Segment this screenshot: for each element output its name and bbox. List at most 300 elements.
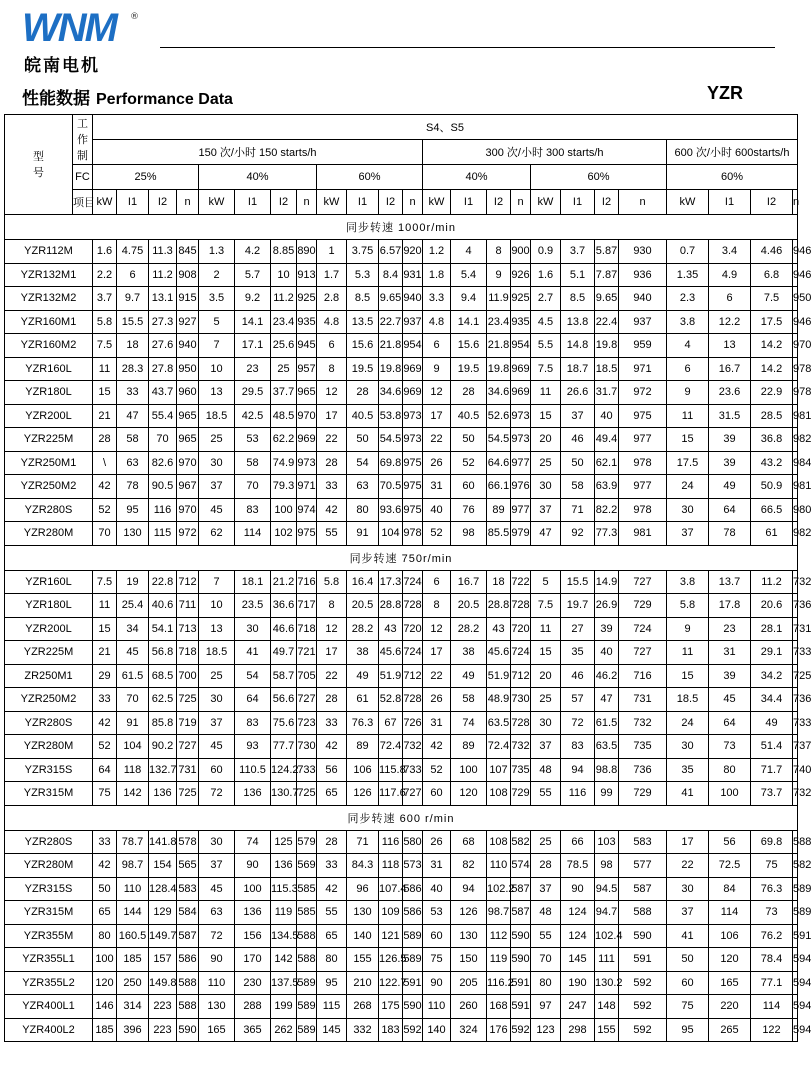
- data-cell: 62.5: [149, 688, 177, 712]
- data-cell: 223: [149, 995, 177, 1019]
- data-cell: 984: [793, 451, 798, 475]
- data-cell: 28: [347, 381, 379, 405]
- data-cell: 91: [347, 522, 379, 546]
- data-cell: 60: [423, 782, 451, 806]
- data-cell: 78.7: [117, 830, 149, 854]
- data-cell: 45: [199, 735, 235, 759]
- data-cell: 126: [451, 901, 487, 925]
- data-cell: 98.8: [595, 758, 619, 782]
- data-cell: 981: [793, 404, 798, 428]
- data-cell: 288: [235, 995, 271, 1019]
- data-cell: 28: [93, 428, 117, 452]
- data-cell: 946: [793, 240, 798, 264]
- data-cell: 298: [561, 1018, 595, 1042]
- motor-model: YZR112M: [5, 240, 93, 264]
- data-cell: 98.7: [487, 901, 511, 925]
- data-cell: 50: [451, 428, 487, 452]
- data-cell: 22: [423, 664, 451, 688]
- data-cell: 950: [793, 287, 798, 311]
- sync-speed-label: 同步转速 1000r/min: [5, 215, 798, 240]
- data-cell: 75.6: [271, 711, 297, 735]
- data-cell: 727: [403, 782, 423, 806]
- data-cell: 17.1: [235, 334, 271, 358]
- column-header-i2: I2: [487, 190, 511, 215]
- data-cell: 47: [117, 404, 149, 428]
- data-cell: 63: [347, 475, 379, 499]
- data-cell: 185: [117, 948, 149, 972]
- data-cell: 205: [451, 971, 487, 995]
- data-cell: 732: [793, 782, 798, 806]
- data-cell: 37: [531, 735, 561, 759]
- data-cell: 130.2: [595, 971, 619, 995]
- data-cell: 28.8: [379, 594, 403, 618]
- data-cell: 170: [235, 948, 271, 972]
- data-cell: 54.1: [149, 617, 177, 641]
- data-cell: 223: [149, 1018, 177, 1042]
- data-cell: 3.75: [347, 240, 379, 264]
- data-cell: 126.5: [379, 948, 403, 972]
- logo-wordmark: WNM: [22, 6, 116, 50]
- data-cell: 6.57: [379, 240, 403, 264]
- data-cell: 26: [423, 830, 451, 854]
- data-cell: 0.7: [667, 240, 709, 264]
- data-cell: 574: [511, 854, 531, 878]
- table-row: [5, 263, 798, 287]
- data-cell: 970: [297, 404, 317, 428]
- data-cell: 1.6: [93, 240, 117, 264]
- data-cell: 18.5: [667, 688, 709, 712]
- data-cell: 977: [619, 428, 667, 452]
- data-cell: 141.8: [149, 830, 177, 854]
- data-cell: 365: [235, 1018, 271, 1042]
- data-cell: 94: [451, 877, 487, 901]
- table-row: [5, 901, 798, 925]
- data-cell: 53: [423, 901, 451, 925]
- data-cell: 14.9: [595, 570, 619, 594]
- data-cell: 55: [531, 782, 561, 806]
- data-cell: 121: [379, 924, 403, 948]
- data-cell: 13: [709, 334, 751, 358]
- data-cell: 732: [511, 735, 531, 759]
- data-cell: 66.5: [751, 498, 793, 522]
- motor-model: YZR355M: [5, 924, 93, 948]
- motor-model: YZR160L: [5, 357, 93, 381]
- data-cell: 28: [451, 381, 487, 405]
- data-cell: 15.6: [347, 334, 379, 358]
- data-cell: 980: [793, 498, 798, 522]
- data-cell: 18.5: [595, 357, 619, 381]
- motor-model: YZR225M: [5, 428, 93, 452]
- data-cell: 940: [177, 334, 199, 358]
- data-cell: 23.4: [487, 310, 511, 334]
- data-cell: 732: [619, 711, 667, 735]
- data-cell: 36.8: [751, 428, 793, 452]
- data-cell: 26: [423, 451, 451, 475]
- data-cell: 586: [177, 948, 199, 972]
- data-cell: 126: [347, 782, 379, 806]
- data-cell: 13: [199, 617, 235, 641]
- data-cell: 70: [235, 475, 271, 499]
- data-cell: 978: [619, 498, 667, 522]
- header-row-starts: [5, 140, 798, 165]
- data-cell: 51.9: [487, 664, 511, 688]
- data-cell: 21.8: [487, 334, 511, 358]
- data-cell: 19.8: [379, 357, 403, 381]
- data-cell: 54: [235, 664, 271, 688]
- data-cell: 68: [451, 830, 487, 854]
- data-cell: 3.3: [423, 287, 451, 311]
- data-cell: 21: [93, 641, 117, 665]
- data-cell: 37: [531, 877, 561, 901]
- data-cell: 970: [793, 334, 798, 358]
- data-cell: 5.1: [561, 263, 595, 287]
- data-cell: 75: [423, 948, 451, 972]
- data-cell: 19.5: [347, 357, 379, 381]
- column-header-i1: I1: [451, 190, 487, 215]
- data-cell: 735: [619, 735, 667, 759]
- data-cell: 60: [199, 758, 235, 782]
- data-cell: 20: [531, 428, 561, 452]
- data-cell: 66.1: [487, 475, 511, 499]
- motor-model: YZR355L1: [5, 948, 93, 972]
- data-cell: 83: [235, 498, 271, 522]
- data-cell: 957: [297, 357, 317, 381]
- table-row: [5, 570, 798, 594]
- data-cell: 71.7: [751, 758, 793, 782]
- data-cell: 584: [177, 901, 199, 925]
- data-cell: 977: [511, 451, 531, 475]
- data-cell: 969: [403, 357, 423, 381]
- data-cell: 12: [317, 617, 347, 641]
- motor-model: YZR160L: [5, 570, 93, 594]
- data-cell: 15: [531, 641, 561, 665]
- data-cell: 10: [199, 357, 235, 381]
- data-cell: 117.6: [379, 782, 403, 806]
- data-cell: 71: [561, 498, 595, 522]
- data-cell: 48: [531, 758, 561, 782]
- data-cell: 37.7: [271, 381, 297, 405]
- data-cell: 145: [561, 948, 595, 972]
- data-cell: 80: [317, 948, 347, 972]
- data-cell: 3.8: [667, 310, 709, 334]
- data-cell: 583: [619, 830, 667, 854]
- data-cell: 46.6: [271, 617, 297, 641]
- table-row: [5, 381, 798, 405]
- data-cell: 19.8: [595, 334, 619, 358]
- data-cell: 725: [177, 688, 199, 712]
- data-cell: 17: [667, 830, 709, 854]
- data-cell: 587: [511, 901, 531, 925]
- column-header-kw: kW: [667, 190, 709, 215]
- data-cell: 925: [511, 287, 531, 311]
- data-cell: 58.7: [271, 664, 297, 688]
- data-cell: 18: [117, 334, 149, 358]
- data-cell: 6: [423, 334, 451, 358]
- data-cell: 931: [403, 263, 423, 287]
- table-row: [5, 357, 798, 381]
- data-cell: 114: [751, 995, 793, 1019]
- data-cell: 731: [619, 688, 667, 712]
- data-cell: 28.2: [451, 617, 487, 641]
- data-cell: 38: [451, 641, 487, 665]
- table-row: [5, 971, 798, 995]
- data-cell: 732: [793, 570, 798, 594]
- data-cell: 54.5: [379, 428, 403, 452]
- data-cell: 20: [531, 664, 561, 688]
- data-cell: 48.9: [487, 688, 511, 712]
- data-cell: 730: [297, 735, 317, 759]
- data-cell: 17.5: [751, 310, 793, 334]
- data-cell: 40.5: [347, 404, 379, 428]
- data-cell: 740: [793, 758, 798, 782]
- table-row: [5, 498, 798, 522]
- data-cell: 5.8: [93, 310, 117, 334]
- data-cell: 705: [297, 664, 317, 688]
- data-cell: 9.7: [117, 287, 149, 311]
- data-cell: 19: [117, 570, 149, 594]
- data-cell: 265: [709, 1018, 751, 1042]
- data-cell: 93: [235, 735, 271, 759]
- data-cell: 94: [561, 758, 595, 782]
- data-cell: 64: [235, 688, 271, 712]
- data-cell: 62: [199, 522, 235, 546]
- data-cell: 8: [487, 240, 511, 264]
- data-cell: 74.9: [271, 451, 297, 475]
- data-cell: 31: [709, 641, 751, 665]
- data-cell: 1: [317, 240, 347, 264]
- data-cell: 712: [177, 570, 199, 594]
- data-cell: 920: [403, 240, 423, 264]
- data-cell: 23.6: [709, 381, 751, 405]
- data-cell: 124: [561, 901, 595, 925]
- data-cell: 24: [667, 711, 709, 735]
- data-cell: 22: [317, 664, 347, 688]
- data-cell: 28.8: [487, 594, 511, 618]
- data-cell: 16.7: [451, 570, 487, 594]
- data-cell: 42: [423, 735, 451, 759]
- header-rule: [160, 47, 775, 48]
- duty-header: 工 作 制: [73, 115, 93, 165]
- data-cell: 84.3: [347, 854, 379, 878]
- data-cell: 120: [709, 948, 751, 972]
- motor-model: YZR225M: [5, 641, 93, 665]
- data-cell: 77.3: [595, 522, 619, 546]
- data-cell: 975: [403, 475, 423, 499]
- data-cell: 11.2: [149, 263, 177, 287]
- sync-speed-label: 同步转速 750r/min: [5, 545, 798, 570]
- table-row: [5, 334, 798, 358]
- data-cell: 137.5: [271, 971, 297, 995]
- data-cell: 122: [751, 1018, 793, 1042]
- data-cell: 42: [93, 475, 117, 499]
- data-cell: 7.5: [93, 570, 117, 594]
- data-cell: 100: [271, 498, 297, 522]
- data-cell: 75: [93, 782, 117, 806]
- data-cell: 63: [199, 901, 235, 925]
- table-row: [5, 830, 798, 854]
- motor-model: YZR280S: [5, 830, 93, 854]
- data-cell: 51.4: [751, 735, 793, 759]
- data-cell: 7: [199, 570, 235, 594]
- data-cell: 128.4: [149, 877, 177, 901]
- data-cell: 16.7: [709, 357, 751, 381]
- data-cell: 16.4: [347, 570, 379, 594]
- column-header-kw: kW: [317, 190, 347, 215]
- data-cell: 36.6: [271, 594, 297, 618]
- data-cell: 13: [199, 381, 235, 405]
- data-cell: 30: [667, 735, 709, 759]
- data-cell: 11: [531, 381, 561, 405]
- data-cell: 67: [379, 711, 403, 735]
- data-cell: 79.3: [271, 475, 297, 499]
- data-cell: 89: [347, 735, 379, 759]
- data-cell: 93.6: [379, 498, 403, 522]
- data-cell: 9.65: [595, 287, 619, 311]
- motor-model: YZR132M2: [5, 287, 93, 311]
- data-cell: 592: [511, 1018, 531, 1042]
- data-cell: 4: [667, 334, 709, 358]
- data-cell: 587: [619, 877, 667, 901]
- data-cell: 6: [423, 570, 451, 594]
- data-cell: 728: [403, 688, 423, 712]
- data-cell: 90: [235, 854, 271, 878]
- table-row: [5, 854, 798, 878]
- data-cell: 50: [93, 877, 117, 901]
- motor-model: YZR200L: [5, 404, 93, 428]
- data-cell: 6: [667, 357, 709, 381]
- data-cell: 107: [487, 758, 511, 782]
- data-cell: 116: [149, 498, 177, 522]
- table-row: [5, 240, 798, 264]
- data-cell: 19.8: [487, 357, 511, 381]
- data-cell: 8.4: [379, 263, 403, 287]
- data-cell: 104: [379, 522, 403, 546]
- data-cell: 52: [451, 451, 487, 475]
- table-row: [5, 310, 798, 334]
- data-cell: 2.3: [667, 287, 709, 311]
- data-cell: 936: [619, 263, 667, 287]
- data-cell: 21: [93, 404, 117, 428]
- data-cell: 103: [595, 830, 619, 854]
- data-cell: 981: [793, 475, 798, 499]
- data-cell: 83: [235, 711, 271, 735]
- data-cell: 28: [317, 451, 347, 475]
- data-cell: 82.2: [595, 498, 619, 522]
- data-cell: 594: [793, 948, 798, 972]
- data-cell: 8: [317, 357, 347, 381]
- data-cell: 89: [451, 735, 487, 759]
- data-cell: 700: [177, 664, 199, 688]
- data-cell: 56: [709, 830, 751, 854]
- data-cell: 973: [297, 451, 317, 475]
- data-cell: 9: [667, 381, 709, 405]
- data-cell: 9: [423, 357, 451, 381]
- data-cell: 845: [177, 240, 199, 264]
- table-row: [5, 617, 798, 641]
- data-cell: 49.7: [271, 641, 297, 665]
- data-cell: 975: [297, 522, 317, 546]
- data-cell: 110: [117, 877, 149, 901]
- column-header-n: n: [793, 190, 798, 215]
- data-cell: 132.7: [149, 758, 177, 782]
- data-cell: 104: [117, 735, 149, 759]
- data-cell: 9: [487, 263, 511, 287]
- data-cell: 57: [561, 688, 595, 712]
- data-cell: 954: [511, 334, 531, 358]
- data-cell: 31: [423, 854, 451, 878]
- column-header-n: n: [297, 190, 317, 215]
- data-cell: 588: [177, 971, 199, 995]
- data-cell: 900: [511, 240, 531, 264]
- data-cell: 6: [117, 263, 149, 287]
- data-cell: 591: [793, 924, 798, 948]
- data-cell: 114: [235, 522, 271, 546]
- data-cell: 591: [511, 995, 531, 1019]
- table-row: [5, 451, 798, 475]
- motor-model: YZR280S: [5, 711, 93, 735]
- data-cell: 31: [423, 711, 451, 735]
- data-cell: 62.2: [271, 428, 297, 452]
- data-cell: 56: [317, 758, 347, 782]
- table-row: [5, 475, 798, 499]
- data-cell: 80: [347, 498, 379, 522]
- data-cell: 145: [317, 1018, 347, 1042]
- data-cell: 737: [793, 735, 798, 759]
- data-cell: 5.3: [347, 263, 379, 287]
- data-cell: 592: [619, 995, 667, 1019]
- data-cell: 960: [177, 381, 199, 405]
- data-cell: 18.5: [199, 641, 235, 665]
- data-cell: 946: [793, 263, 798, 287]
- data-cell: 25.6: [271, 334, 297, 358]
- data-cell: 25.4: [117, 594, 149, 618]
- data-cell: 11: [93, 357, 117, 381]
- data-cell: 15.5: [117, 310, 149, 334]
- data-cell: 45: [199, 498, 235, 522]
- data-cell: 975: [403, 498, 423, 522]
- data-cell: 726: [403, 711, 423, 735]
- data-cell: 978: [619, 451, 667, 475]
- data-cell: 591: [403, 971, 423, 995]
- data-cell: 56.8: [149, 641, 177, 665]
- table-row: [5, 877, 798, 901]
- data-cell: 733: [793, 641, 798, 665]
- data-cell: 155: [347, 948, 379, 972]
- data-cell: 974: [297, 498, 317, 522]
- data-cell: 64: [93, 758, 117, 782]
- data-cell: 60: [451, 475, 487, 499]
- data-cell: 95: [317, 971, 347, 995]
- data-cell: 946: [793, 310, 798, 334]
- data-cell: 40: [423, 877, 451, 901]
- data-cell: 102: [271, 522, 297, 546]
- data-cell: 66: [561, 830, 595, 854]
- column-header-n: n: [511, 190, 531, 215]
- data-cell: 42: [93, 854, 117, 878]
- data-cell: 5.7: [235, 263, 271, 287]
- data-cell: 50: [347, 428, 379, 452]
- data-cell: 935: [297, 310, 317, 334]
- data-cell: 3.7: [93, 287, 117, 311]
- data-cell: 112: [487, 924, 511, 948]
- data-cell: 27: [561, 617, 595, 641]
- data-cell: 725: [793, 664, 798, 688]
- data-cell: 591: [511, 971, 531, 995]
- data-cell: 978: [403, 522, 423, 546]
- data-cell: 64: [709, 711, 751, 735]
- data-cell: 979: [511, 522, 531, 546]
- column-header-i1: I1: [347, 190, 379, 215]
